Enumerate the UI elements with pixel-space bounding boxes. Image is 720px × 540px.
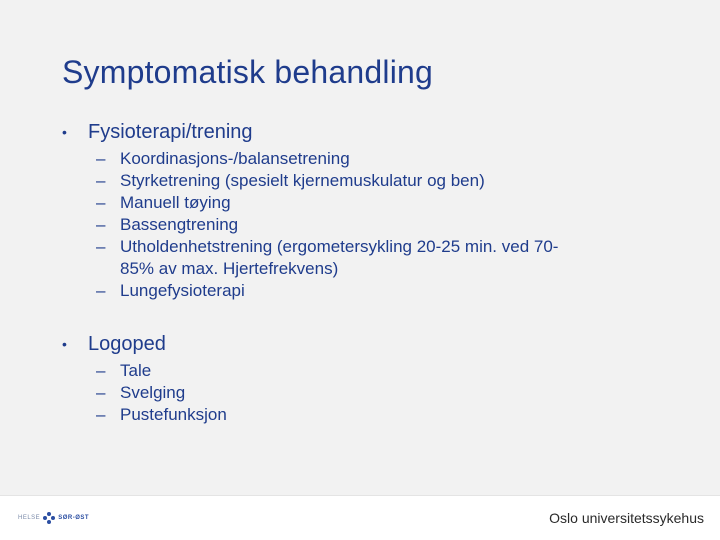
list-item-text: Koordinasjons-/balansetrening [120, 149, 350, 168]
spacer [62, 302, 662, 330]
helse-sor-ost-logo [18, 512, 89, 524]
sublist-fysioterapi [62, 148, 662, 302]
list-item-text: Svelging [120, 383, 186, 402]
list-item-text: Utholdenhetstrening (ergometersykling 20-25 min. ved 70- [120, 237, 559, 256]
bullet-fysioterapi [62, 118, 662, 146]
dash-icon: – [96, 215, 106, 234]
bullet-label: Logoped [88, 333, 166, 355]
sublist-logoped [62, 360, 662, 426]
list-item-text: Tale [120, 361, 152, 380]
list-item [62, 170, 662, 192]
dash-icon: – [96, 149, 106, 168]
bullet-icon: • [62, 336, 67, 352]
slide-content [62, 118, 662, 426]
bullet-icon: • [62, 124, 67, 140]
list-item-text: Bassengtrening [120, 215, 239, 234]
dash-icon: – [96, 281, 106, 300]
list-item-text: Styrketrening (spesielt kjernemuskulatur og ben) [120, 171, 485, 190]
logo-text: HELSE [18, 515, 41, 521]
dash-icon: – [96, 383, 106, 402]
logo-mark-icon [43, 512, 55, 524]
list-item-text-continued: 85% av max. Hjertefrekvens) [120, 259, 339, 278]
dash-icon: – [96, 193, 106, 212]
list-item-text: Lungefysioterapi [120, 281, 245, 300]
list-item [62, 382, 662, 404]
dash-icon: – [96, 171, 106, 190]
logo-text: SØR-ØST [58, 515, 90, 521]
list-item [62, 360, 662, 382]
list-item [62, 214, 662, 236]
list-item [62, 192, 662, 214]
list-item [62, 236, 662, 280]
dash-icon: – [96, 405, 106, 424]
list-item-text: Pustefunksjon [120, 405, 227, 424]
dash-icon: – [96, 361, 106, 380]
footer-bar [0, 495, 720, 540]
list-item-text: Manuell tøying [120, 193, 231, 212]
oslo-universitetssykehus-logo: Oslo universitetssykehus [549, 510, 704, 526]
list-item [62, 404, 662, 426]
slide-title: Symptomatisk behandling [62, 54, 434, 90]
bullet-label: Fysioterapi/trening [88, 121, 253, 143]
list-item [62, 148, 662, 170]
list-item [62, 280, 662, 302]
dash-icon: – [96, 237, 106, 256]
bullet-logoped [62, 330, 662, 358]
